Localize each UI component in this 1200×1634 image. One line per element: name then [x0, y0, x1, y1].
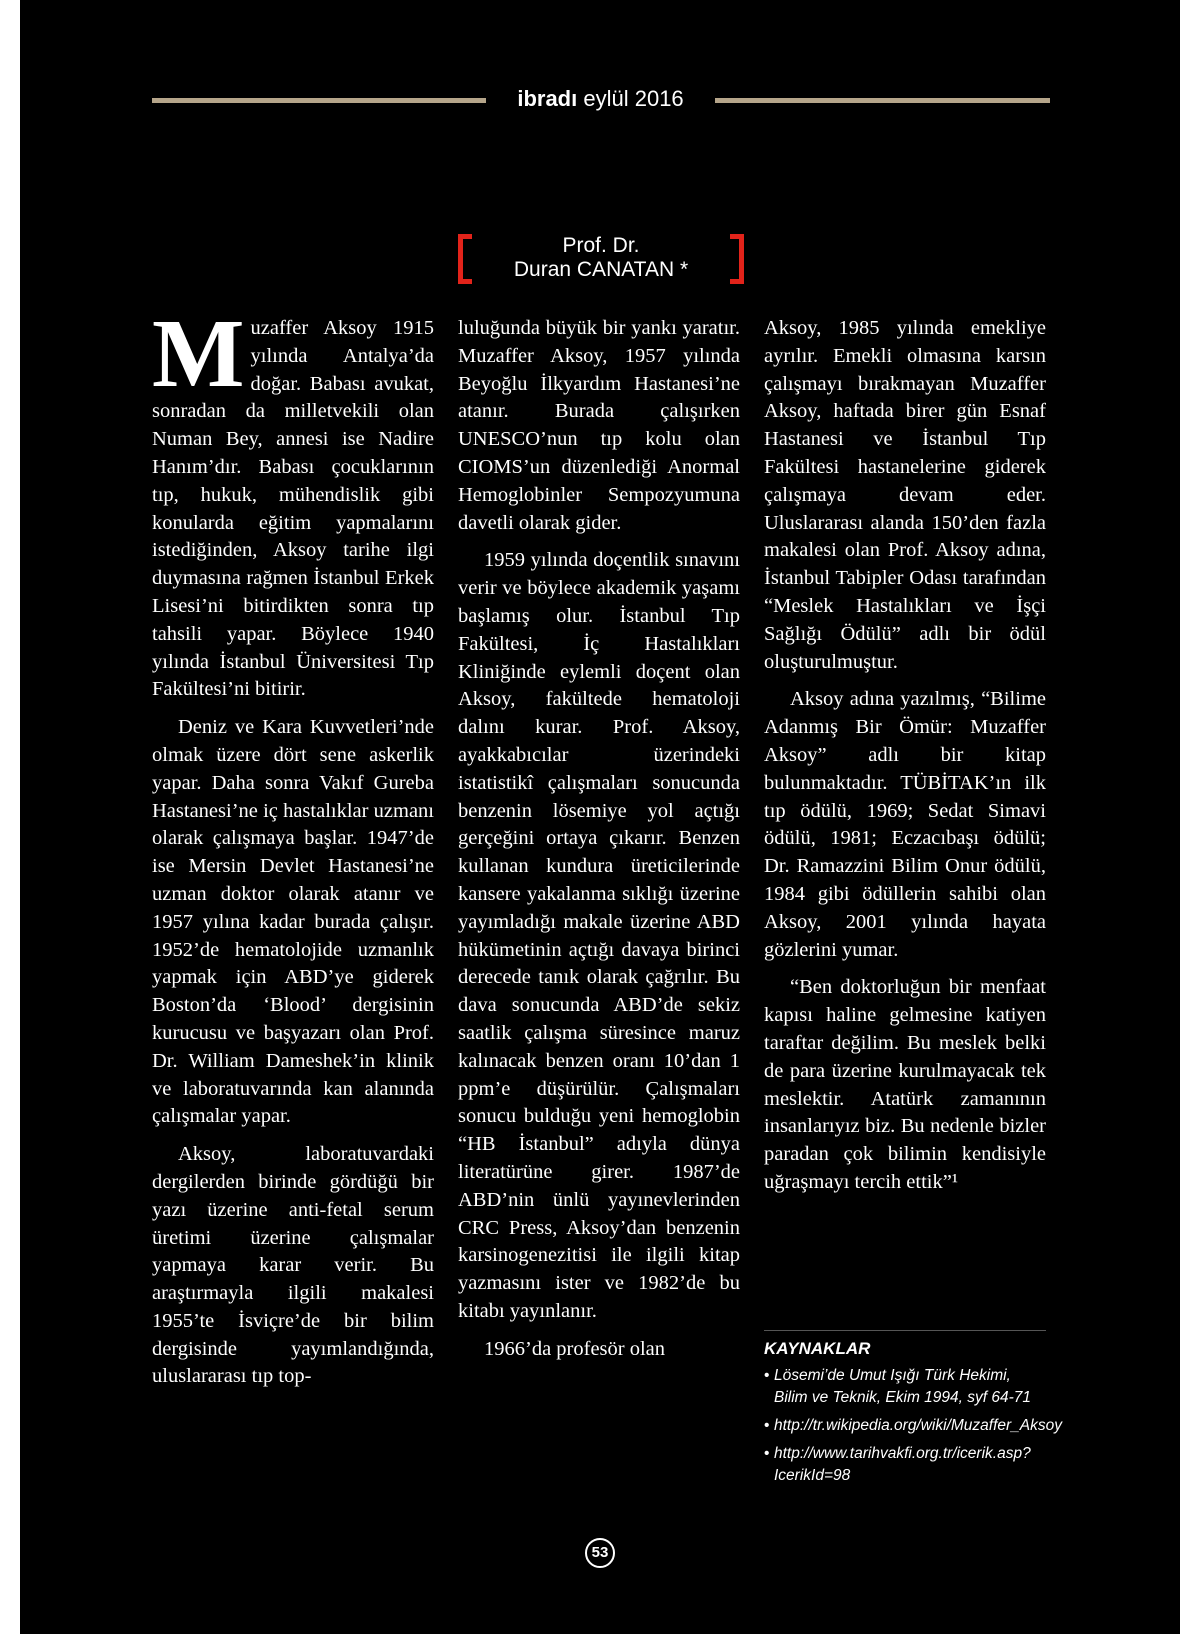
paragraph: 1966’da profesör olan: [484, 1337, 666, 1360]
text-column-3: [764, 315, 1046, 1207]
author-name: Duran CANATAN *: [513, 258, 689, 281]
header-title: [486, 84, 715, 114]
paragraph: Aksoy adına yazılmış, “Bilime Adanmış Bir Ömür: Muzaffer Aksoy” adlı bir kitap bulunmaktadır. TÜBİTAK’ın ilk tıp ödülü, 1969; Sedat Simavi ödülü, 1981; Eczacıbaşı ödülü; Dr. Ramazzini Bilim Onur ödülü, 1984 gibi ödüllerin sahibi olan Aksoy, 2001 yılında hayata gözlerini yumar.: [764, 688, 1046, 961]
author-title: Prof. Dr.: [562, 234, 640, 257]
issue-date: eylül 2016: [583, 86, 684, 111]
magazine-name: ibradı: [517, 86, 578, 111]
paragraph: [152, 300, 434, 704]
references-list: [764, 1365, 1063, 1487]
paragraph: 1959 yılında doçentlik sınavını verir ve böylece akademik yaşamı başlamış olur. İstanbul Tıp Fakültesi, İç Hastalıkları Kliniğinde eylemli doçent olan Aksoy, fakültede hematoloji dalını kurar. Prof. Aksoy, ayakkabıcılar üzerindeki istatistikî çalışmaları sonucunda benzenin lösemiye yol açtığı gerçeğini ortaya çıkarır. Benzen kullanan kundura üreticilerinde kansere yakalanma sıklığı üzerine yayımladığı makale üzerine ABD hükümetinin açtığı davaya birinci derecede tanık olarak çağrılır. Bu dava sonucunda ABD’de sekiz saatlik çalışma süresince maruz kalınacak benzen oranı 10’dan 1 ppm’e düşürülür. Çalışmaları sonucu bulduğu yeni hemoglobin “HB İstanbul” adıyla dünya literatürüne girer. 1987’de ABD’nin ünlü yayınevlerinden CRC Press, Aksoy’dan benzenin karsinogenezitisi ile ilgili kitap yazmasını ister ve 1982’de bu kitabı yayınlanır.: [458, 549, 740, 1322]
header-rule-right: [715, 98, 1050, 103]
left-bracket: [458, 234, 472, 284]
references-title: KAYNAKLAR: [764, 1339, 871, 1358]
paragraph: “Ben doktorluğun bir menfaat kapısı haline gelmesine katiyen taraftar değilim. Bu meslek belki de para üzerine kurulmayacak tek meslektir. Atatürk zamanının insanlarıyız biz. Bu nedenle bizler paradan çok bilimin kendisiyle uğraşmayı tercih ettik”¹: [764, 976, 1046, 1193]
text-column-1: [152, 300, 434, 1401]
reference-item: • Lösemi’de Umut Işığı Türk Hekimi, Bilim ve Teknik, Ekim 1994, syf 64-71: [764, 1365, 1046, 1409]
paragraph: Aksoy, laboratuvardaki dergilerden birinde gördüğü bir yazı üzerine anti-fetal serum üretimi üzerine çalışmalar yapmaya karar verir. Bu araştırmayla ilgili makalesi 1955’te İsviçre’de bir bilim dergisinde yayımlandığında, uluslararası tıp top-: [152, 1143, 434, 1388]
references-section: [764, 1330, 1063, 1493]
author-block: [458, 234, 744, 284]
paragraph-text: uzaffer Aksoy 1915 yılında Antalya’da doğar. Babası avukat, sonradan da milletvekili olan Numan Bey, annesi ise Nadire Hanım’dır. Babası çocuklarının tıp, hukuk, mühendislik gibi konularda eğitim yapmalarını istediğinden, Aksoy tarihe ilgi duymasına rağmen İstanbul Erkek Lisesi’ni bitirdikten sonra tıp tahsili yapar. Böylece 1940 yılında İstanbul Üniversitesi Tıp Fakültesi’ni bitirir.: [152, 317, 434, 701]
text-column-2: [458, 315, 740, 1373]
drop-cap: M: [152, 300, 245, 408]
paragraph: Aksoy, 1985 yılında emekliye ayrılır. Emekli olmasına karsın çalışmayı bırakmayan Muzaffer Aksoy, haftada birer gün Esnaf Hastanesi ve İstanbul Tıp Fakültesi hastanelerine giderek çalışmaya devam eder. Uluslararası alanda 150’den fazla makalesi olan Prof. Aksoy adına, İstanbul Tabipler Odası tarafından “Meslek Hastalıkları ve İşçi Sağlığı Ödülü” adlı bir ödül oluşturulmuştur.: [764, 317, 1046, 673]
magazine-page: [20, 0, 1180, 1634]
paragraph: luluğunda büyük bir yankı yaratır. Muzaffer Aksoy, 1957 yılında Beyoğlu İlkyardım Hastanesi’ne atanır. Burada çalışırken UNESCO’nun tıp kolu olan CIOMS’un düzenlediği Anormal Hemoglobinler Sempozyumuna davetli olarak gider.: [458, 317, 740, 534]
page-number-badge: 53: [585, 1538, 615, 1568]
paragraph: Deniz ve Kara Kuvvetleri’nde olmak üzere dört sene askerlik yapar. Daha sonra Vakıf Gureba Hastanesi’ne iç hastalıklar uzmanı olarak çalışmaya başlar. 1947’de ise Mersin Devlet Hastanesi’ne uzman doktor olarak atanır ve 1957 yılına kadar burada çalışır. 1952’de hematolojide uzmanlık yapmak için ABD’ye giderek Boston’da ‘Blood’ dergisinin kurucusu ve başyazarı olan Prof. Dr. William Dameshek’in klinik ve laboratuvarında kan alanında çalışmalar yapar.: [152, 716, 434, 1128]
reference-link[interactable]: • http://tr.wikipedia.org/wiki/Muzaffer_Aksoy: [764, 1415, 1046, 1437]
page-header: [152, 84, 1050, 114]
reference-link[interactable]: • http://www.tarihvakfi.org.tr/icerik.asp?IcerikId=98: [764, 1443, 1046, 1487]
right-bracket: [730, 234, 744, 284]
header-rule-left: [152, 98, 486, 103]
